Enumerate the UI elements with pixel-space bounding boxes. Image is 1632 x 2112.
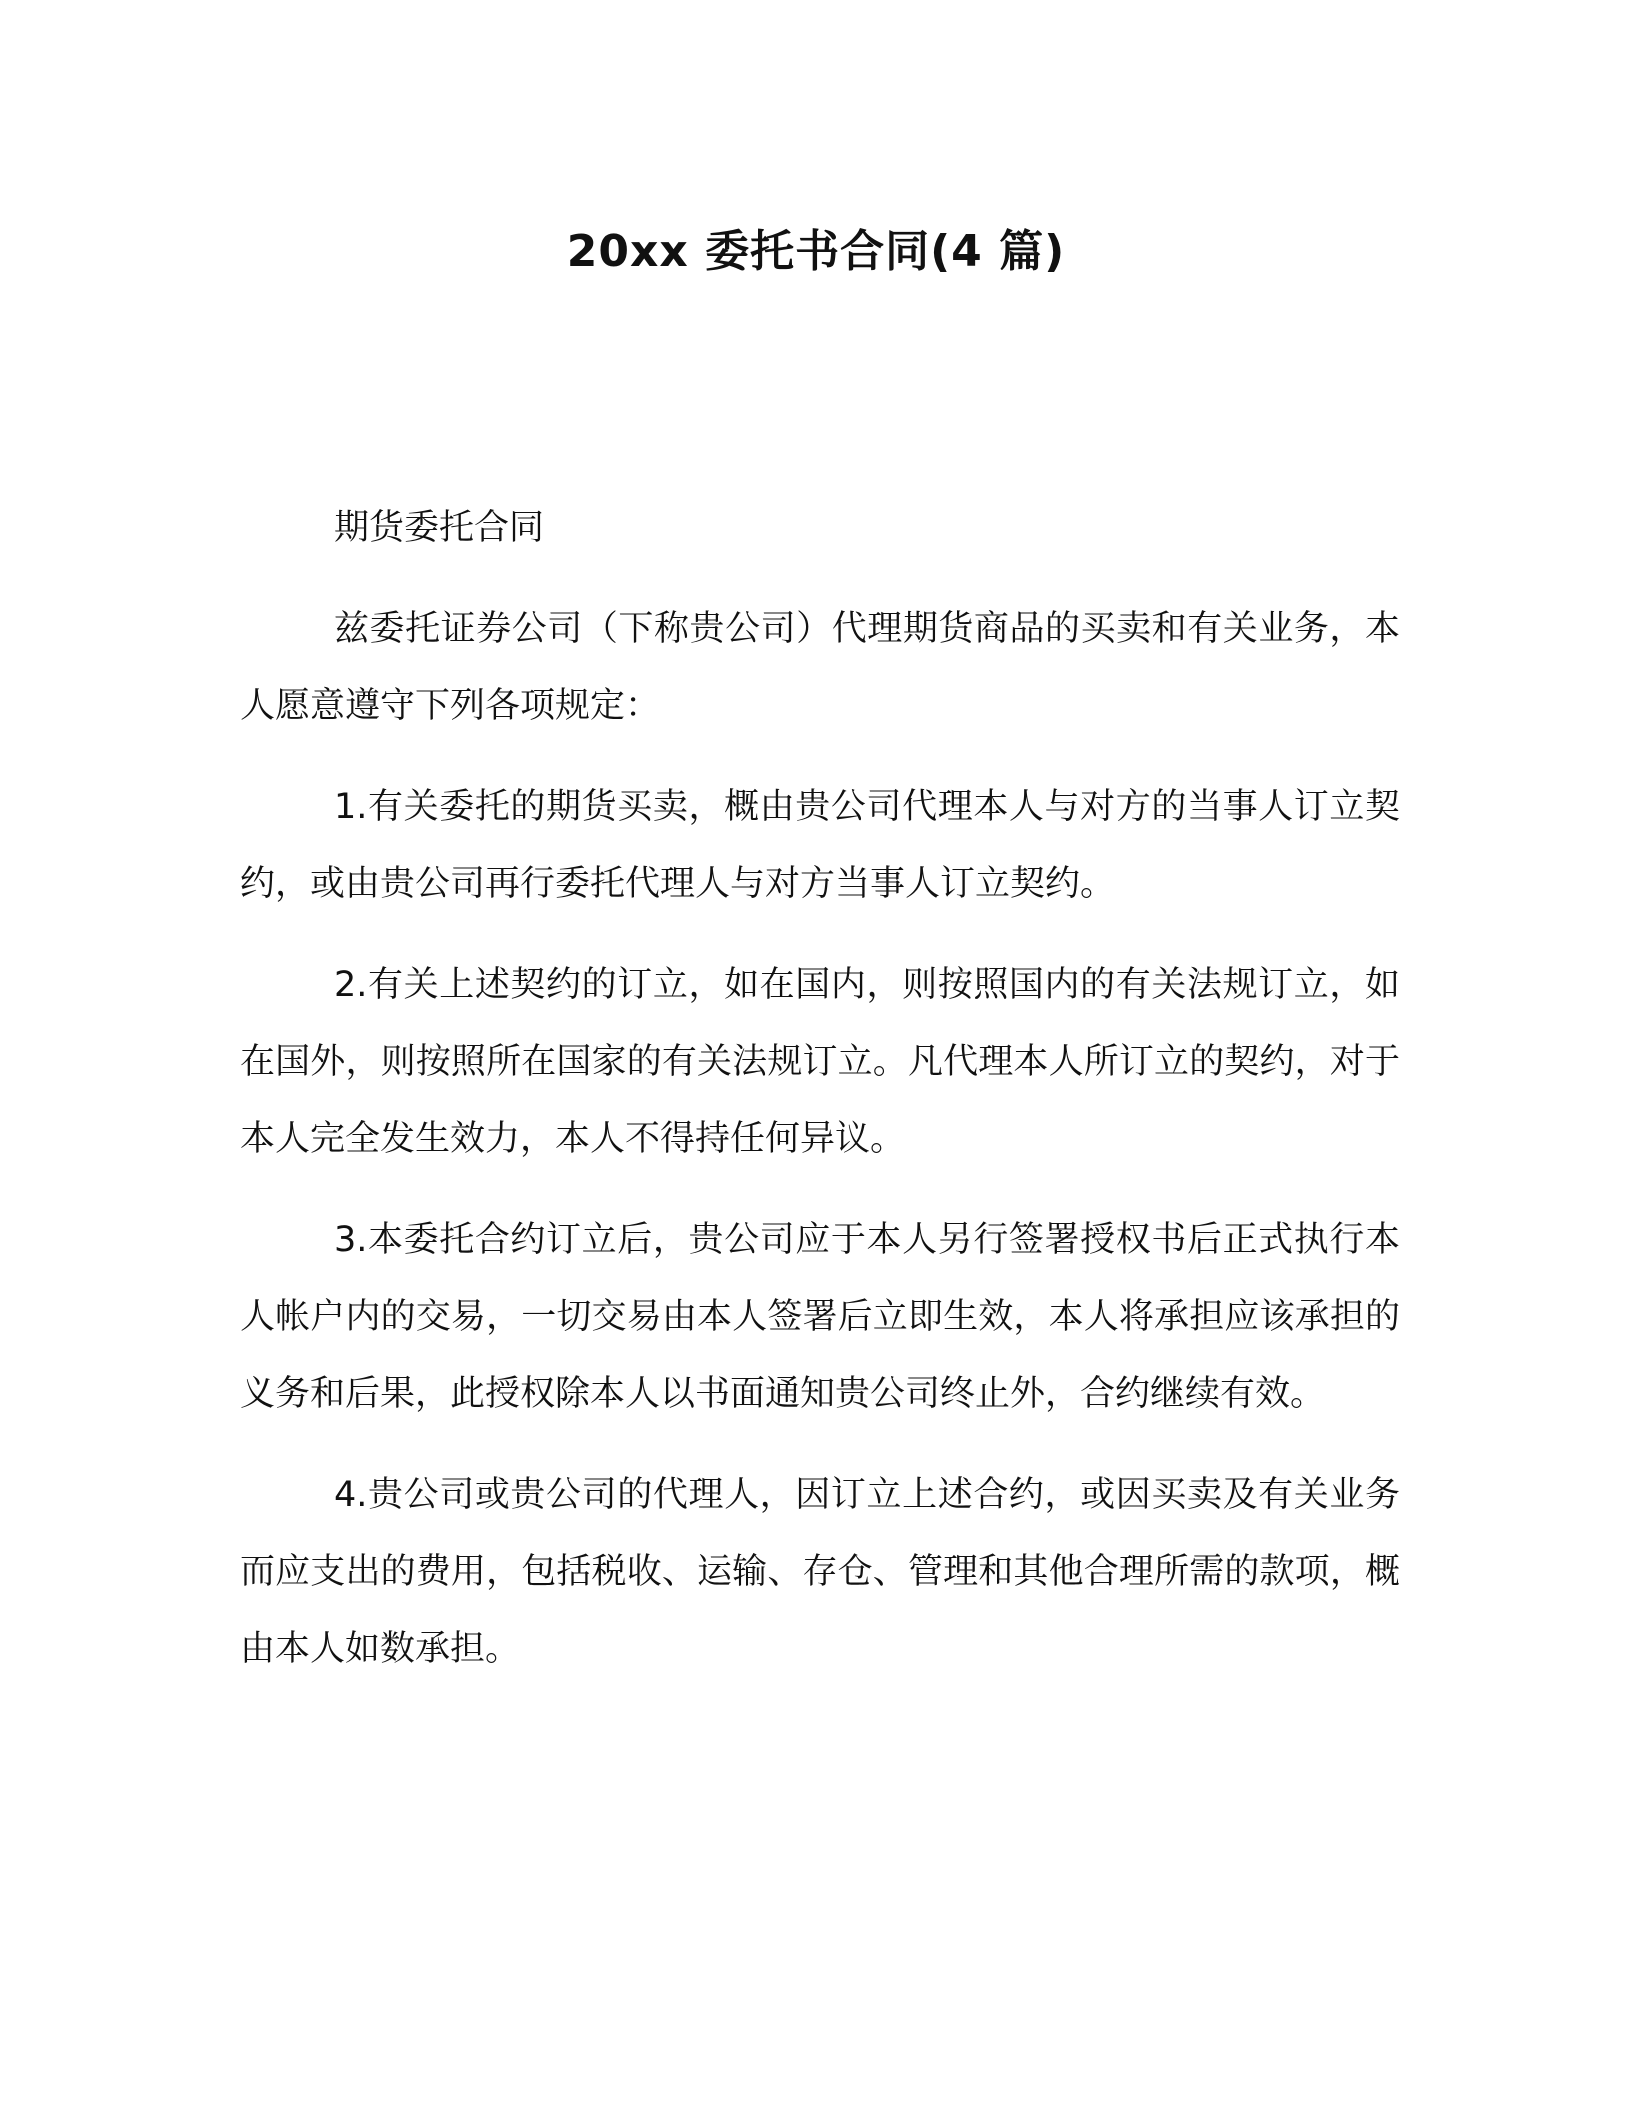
section-heading: 期货委托合同 — [334, 508, 545, 548]
paragraph-clause-3: 3.本委托合约订立后，贵公司应于本人另行签署授权书后正式执行本人帐户内的交易，一切交易由本人签署后立即生效，本人将承担应该承担的义务和后果，此授权除本人以书面通知贵公司终止外，合约继续有效。 — [240, 1220, 1400, 1414]
document-title: 20xx 委托书合同(4 篇) — [566, 226, 1066, 277]
paragraph-intro: 兹委托证券公司（下称贵公司）代理期货商品的买卖和有关业务，本人愿意遵守下列各项规定： — [240, 609, 1400, 726]
paragraph-clause-1: 1.有关委托的期货买卖，概由贵公司代理本人与对方的当事人订立契约，或由贵公司再行委托代理人与对方当事人订立契约。 — [240, 787, 1400, 904]
paragraph-clause-4: 4.贵公司或贵公司的代理人，因订立上述合约，或因买卖及有关业务而应支出的费用，包括税收、运输、存仓、管理和其他合理所需的款项，概由本人如数承担。 — [240, 1475, 1400, 1669]
paragraph-clause-2: 2.有关上述契约的订立，如在国内，则按照国内的有关法规订立，如在国外，则按照所在国家的有关法规订立。凡代理本人所订立的契约，对于本人完全发生效力，本人不得持任何异议。 — [240, 965, 1400, 1159]
document-body — [240, 490, 1400, 1712]
